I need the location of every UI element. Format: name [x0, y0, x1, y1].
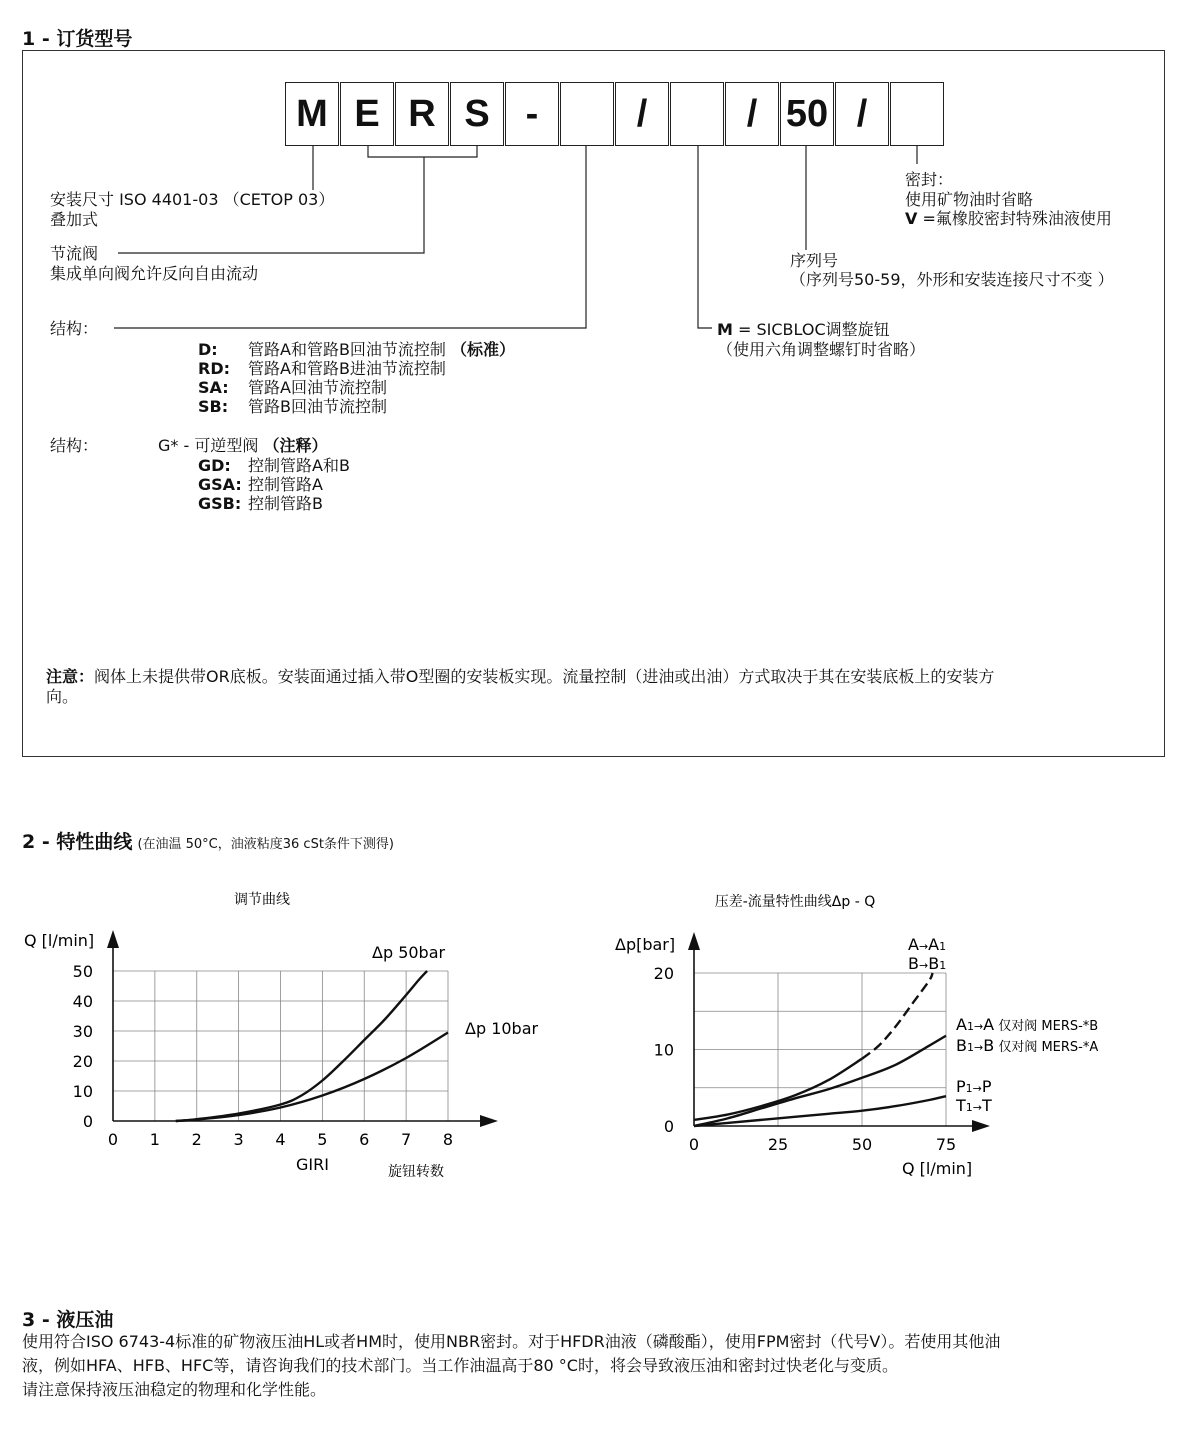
structure-desc-sa: 管路A回油节流控制 — [248, 378, 387, 397]
c2-x-tick-3: 75 — [935, 1135, 957, 1154]
c1-series-label-0: Δp 50bar — [372, 943, 446, 962]
c2-label-b1-b-arrow: → — [973, 1041, 984, 1054]
c2-label-a1-a-note: 仅对阀 MERS-*B — [994, 1019, 1099, 1034]
c2-label-a-a1 — [908, 935, 946, 954]
c2-label-b1-b-from: B — [956, 1036, 967, 1055]
c2-x-tick-2: 50 — [851, 1135, 873, 1154]
structure2-code-gd: GD: — [198, 456, 231, 475]
structure2-heading: G* - 可逆型阀 （注释） — [158, 436, 328, 455]
c2-label-p1-p — [956, 1077, 992, 1096]
code-cell-slash-2: / — [725, 82, 779, 146]
structure2-note: （注释） — [263, 436, 328, 455]
c2-label-a-a1-to: A — [928, 935, 940, 954]
c2-title: 压差-流量特性曲线Δp - Q — [714, 894, 876, 910]
c1-series-0 — [176, 971, 427, 1121]
mount-line1: 安装尺寸 ISO 4401-03 （CETOP 03） — [50, 190, 335, 209]
c2-label-p1-p-from: P — [956, 1077, 966, 1096]
c1-x-tick-8: 8 — [442, 1130, 454, 1149]
structure2-desc-gsa: 控制管路A — [248, 475, 323, 494]
c1-y-tick-0: 0 — [82, 1112, 93, 1131]
c2-y-tick-1: 10 — [653, 1040, 674, 1060]
c1-x-tick-0: 0 — [107, 1130, 119, 1149]
seal-line1: 使用矿物油时省略 — [905, 190, 1034, 209]
code-cell-e: E — [340, 82, 394, 146]
c1-y-label: Q [l/min] — [24, 931, 95, 950]
c1-x-tick-4: 4 — [275, 1130, 286, 1149]
c2-series-3 — [694, 1096, 946, 1126]
seal-line2: V =氟橡胶密封特殊油液使用 — [905, 209, 1112, 228]
structure2-desc-gd: 控制管路A和B — [248, 456, 350, 475]
structure-desc-d: 管路A和管路B回油节流控制 （标准） — [248, 340, 516, 359]
sicbloc-line1: M = SICBLOC调整旋钮 — [717, 320, 890, 339]
c2-x-label: Q [l/min] — [902, 1159, 973, 1178]
section2-subtitle: (在油温 50°C，油液粘度36 cSt条件下测得) — [137, 837, 395, 852]
c2-label-a1-a-from: A — [956, 1015, 967, 1034]
section1-title: 1 - 订货型号 — [22, 28, 133, 50]
c1-x-tick-6: 6 — [359, 1130, 370, 1149]
c1-y-tick-5: 50 — [72, 962, 93, 981]
c1-x-axis-arrow — [480, 1115, 498, 1127]
c2-y-axis-arrow — [688, 932, 700, 950]
structure-code-sa: SA: — [198, 378, 229, 397]
structure-code-sb: SB: — [198, 397, 229, 416]
c1-series-label-1: Δp 10bar — [465, 1019, 539, 1038]
seal-title: 密封： — [905, 170, 954, 189]
mount-line2: 叠加式 — [50, 210, 99, 229]
c2-x-tick-1: 25 — [767, 1135, 789, 1154]
c2-y-label: Δp[bar] — [615, 935, 676, 954]
c2-label-t1-t-from: T — [956, 1096, 966, 1115]
c2-x-tick-0: 0 — [688, 1135, 700, 1154]
c1-y-tick-4: 40 — [72, 992, 93, 1011]
structure2-code-gsa: GSA: — [198, 475, 242, 494]
section2-heading — [22, 827, 394, 854]
c2-label-a1-a — [956, 1015, 1098, 1034]
sicbloc-line2: （使用六角调整螺钉时省略） — [717, 340, 926, 359]
c1-x-tick-2: 2 — [191, 1130, 202, 1149]
structure2-label: 结构： — [50, 436, 99, 455]
section3-line2: 液，例如HFA、HFB、HFC等，请咨询我们的技术部门。当工作油温高于80 °C时，将会导致液压油和密封过快老化与变质。 — [22, 1356, 898, 1375]
c1-series-1 — [176, 1033, 448, 1122]
series-title: 序列号 — [790, 251, 839, 270]
c2-label-a-a1-from: A — [908, 935, 919, 954]
c2-label-b1-b-to: B — [983, 1036, 995, 1055]
c1-y-tick-2: 20 — [72, 1052, 93, 1071]
c1-x-tick-5: 5 — [317, 1130, 328, 1149]
c1-x-label2: 旋钮转数 — [388, 1164, 444, 1180]
c1-y-axis-arrow — [107, 930, 119, 948]
structure-code-rd: RD: — [198, 359, 231, 378]
c1-x-tick-1: 1 — [149, 1130, 160, 1149]
c1-x-tick-3: 3 — [233, 1130, 244, 1149]
c2-label-t1-t-sub: 1 — [965, 1101, 973, 1114]
c2-label-b-b1-arrow: → — [918, 959, 929, 972]
throttle-line2: 集成单向阀允许反向自由流动 — [50, 264, 259, 283]
note-line1: 注意：阀体上未提供带OR底板。安装面通过插入带O型圈的安装板实现。流量控制（进油或出油）方式取决于其在安装底板上的安装方 — [46, 667, 995, 686]
c2-label-a1-a-to: A — [983, 1015, 995, 1034]
code-cell-slash-3: / — [835, 82, 889, 146]
code-cell-series: 50 — [780, 82, 834, 146]
c2-label-b-b1 — [908, 954, 946, 973]
c2-series-1 — [862, 973, 933, 1059]
c2-y-tick-2: 20 — [653, 964, 674, 983]
c2-label-p1-p-arrow: → — [972, 1082, 982, 1095]
c1-title: 调节曲线 — [234, 892, 290, 908]
c1-y-tick-3: 30 — [72, 1022, 93, 1041]
c2-label-b-b1-from: B — [908, 954, 919, 973]
structure2-desc-gsb: 控制管路B — [248, 494, 323, 513]
structure-note-standard: （标准） — [451, 340, 516, 359]
c2-label-a-a1-arrow: → — [918, 940, 929, 953]
c2-label-a1-a-sub: 1 — [966, 1020, 974, 1033]
c2-label-b1-b-sub: 1 — [966, 1041, 974, 1054]
code-cell-s: S — [450, 82, 504, 146]
section3-line3: 请注意保持液压油稳定的物理和化学性能。 — [22, 1380, 327, 1399]
c2-x-axis-arrow — [972, 1120, 990, 1132]
c1-y-tick-1: 10 — [72, 1082, 93, 1101]
c2-y-tick-0: 0 — [663, 1117, 674, 1136]
c2-label-t1-t-arrow: → — [972, 1101, 982, 1114]
c2-label-b-b1-sub: 1 — [939, 959, 947, 972]
code-cell-m: M — [285, 82, 339, 146]
adjustment-curve-chart — [0, 880, 580, 1200]
section2-title: 2 - 特性曲线 — [22, 831, 133, 853]
structure-label: 结构： — [50, 319, 99, 338]
structure-desc-sb: 管路B回油节流控制 — [248, 397, 387, 416]
code-cell-dash: - — [505, 82, 559, 146]
code-cell-slash-1: / — [615, 82, 669, 146]
c2-label-p1-p-sub: 1 — [965, 1082, 973, 1095]
c2-label-b-b1-to: B — [928, 954, 940, 973]
c2-label-p1-p-to: P — [981, 1077, 992, 1096]
c2-label-a-a1-sub: 1 — [939, 940, 947, 953]
c2-label-t1-t-to: T — [982, 1096, 992, 1115]
c2-label-b1-b-note: 仅对阀 MERS-*A — [994, 1040, 1099, 1055]
c1-x-tick-7: 7 — [401, 1130, 412, 1149]
section3-line1: 使用符合ISO 6743-4标准的矿物液压油HL或者HM时，使用NBR密封。对于HFDR油液（磷酸酯），使用FPM密封（代号V）。若使用其他油 — [22, 1332, 1001, 1351]
c1-x-label: GIRI — [296, 1155, 329, 1174]
structure2-code-gsb: GSB: — [198, 494, 242, 513]
note-line2: 向。 — [46, 687, 79, 706]
structure-desc-rd: 管路A和管路B进油节流控制 — [248, 359, 446, 378]
pressure-flow-chart — [580, 880, 1180, 1200]
throttle-line1: 节流阀 — [50, 244, 99, 263]
section3-title: 3 - 液压油 — [22, 1309, 114, 1331]
c2-label-b1-b — [956, 1036, 1098, 1055]
c2-label-t1-t — [955, 1096, 992, 1115]
structure-code-d: D: — [198, 340, 218, 359]
series-line1: （序列号50-59，外形和安装连接尺寸不变 ） — [790, 270, 1114, 289]
c2-label-a1-a-arrow: → — [973, 1020, 984, 1033]
code-cell-r: R — [395, 82, 449, 146]
